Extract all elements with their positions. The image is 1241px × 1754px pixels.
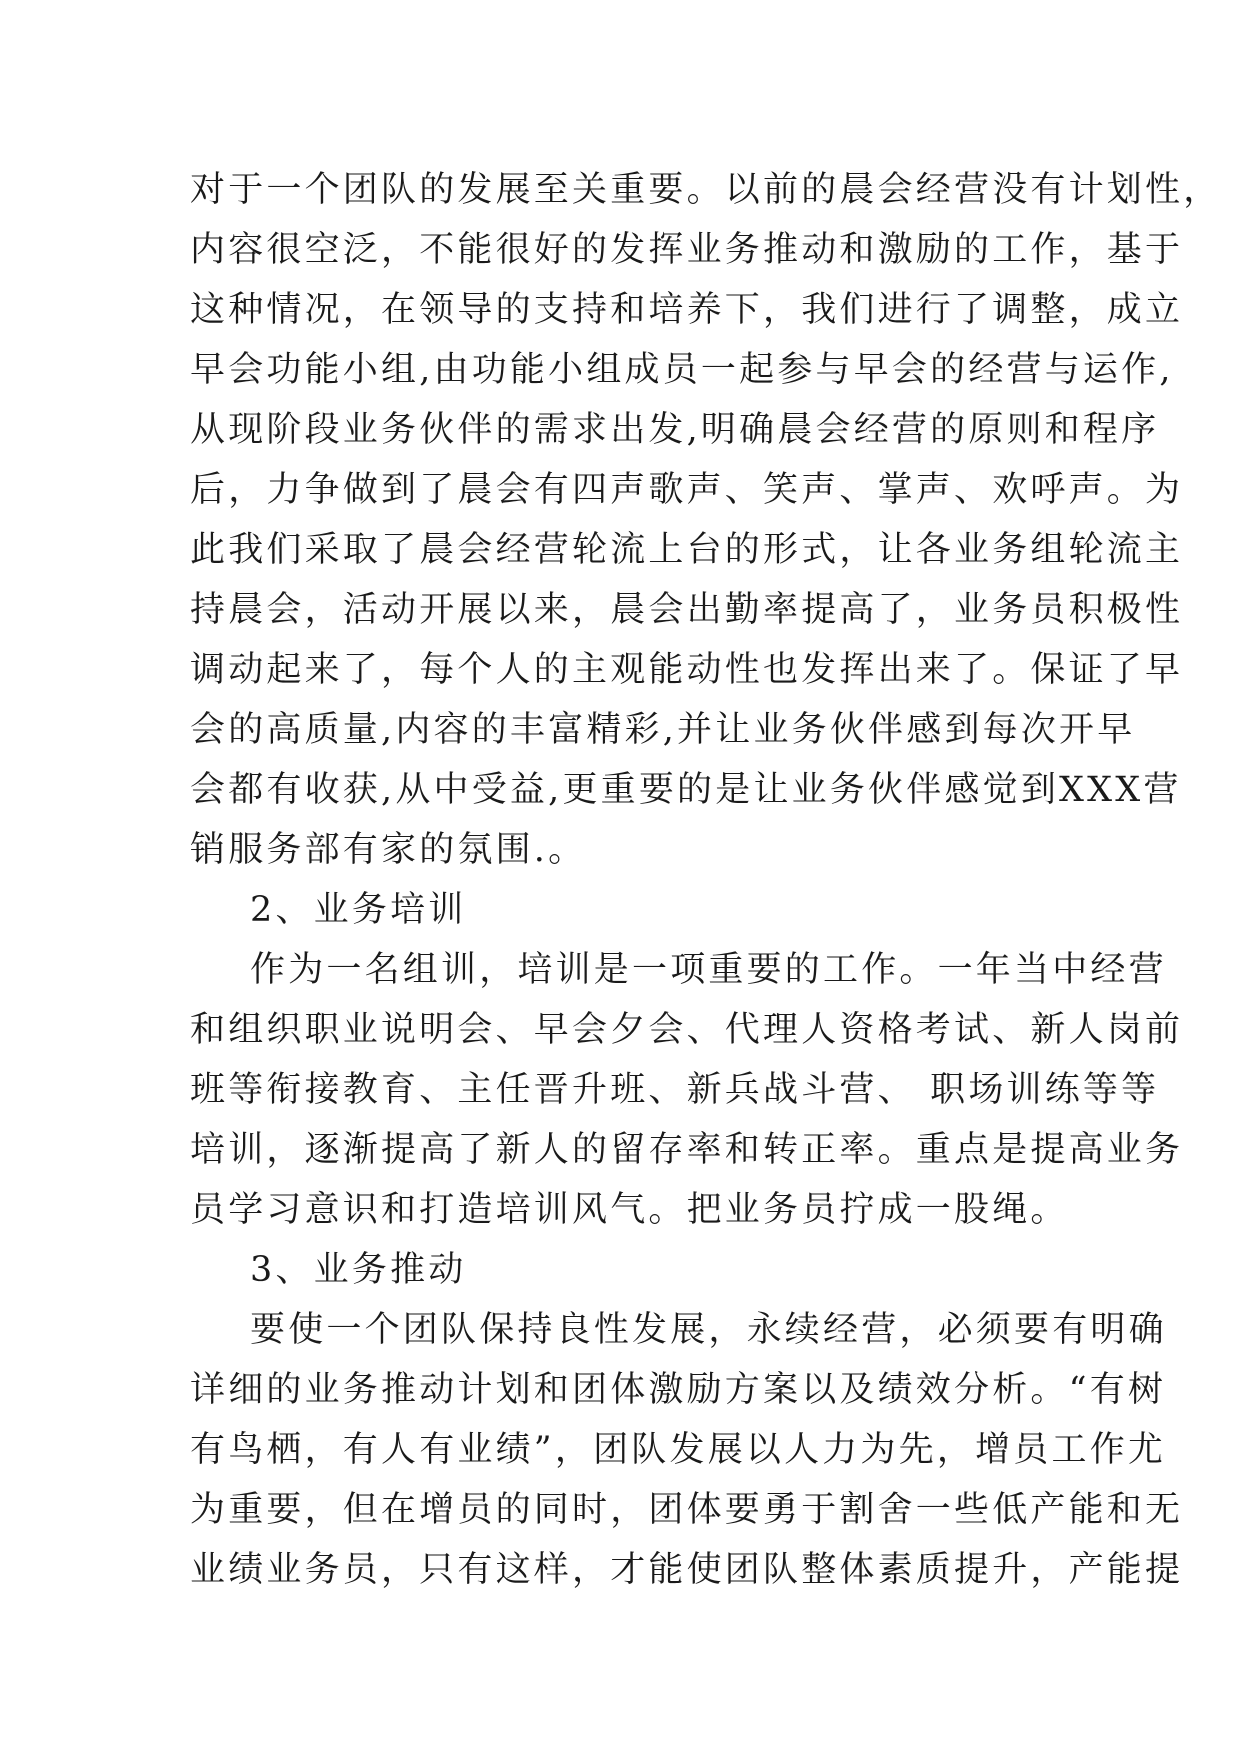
text-line: 和组织职业说明会、早会夕会、代理人资格考试、新人岗前 bbox=[190, 1010, 1184, 1050]
text-line: 会都有收获,从中受益,更重要的是让业务伙伴感觉到XXX营 bbox=[190, 770, 1182, 810]
text-line: 此我们采取了晨会经营轮流上台的形式，让各业务组轮流主 bbox=[190, 530, 1184, 570]
text-line: 会的高质量,内容的丰富精彩,并让业务伙伴感到每次开早 bbox=[190, 710, 1136, 750]
text-line: 班等衔接教育、主任晋升班、新兵战斗营、 职场训练等等 bbox=[190, 1070, 1160, 1110]
paragraph-first-line: 要使一个团队保持良性发展，永续经营，必须要有明确 bbox=[250, 1310, 1167, 1350]
text-line: 这种情况，在领导的支持和培养下，我们进行了调整，成立 bbox=[190, 290, 1184, 330]
text-line: 详细的业务推动计划和团体激励方案以及绩效分析。“有树 bbox=[190, 1370, 1167, 1410]
text-line: 从现阶段业务伙伴的需求出发,明确晨会经营的原则和程序 bbox=[190, 410, 1160, 450]
paragraph-first-line: 作为一名组训，培训是一项重要的工作。一年当中经营 bbox=[250, 950, 1167, 990]
text-line: 后，力争做到了晨会有四声歌声、笑声、掌声、欢呼声。为 bbox=[190, 470, 1184, 510]
text-line: 培训，逐渐提高了新人的留存率和转正率。重点是提高业务 bbox=[190, 1130, 1184, 1170]
section-heading: 2、业务培训 bbox=[250, 890, 467, 930]
document-body bbox=[190, 160, 1222, 1600]
text-line: 销服务部有家的氛围.。 bbox=[190, 830, 587, 870]
text-line: 内容很空泛，不能很好的发挥业务推动和激励的工作，基于 bbox=[190, 230, 1184, 270]
text-line: 早会功能小组,由功能小组成员一起参与早会的经营与运作, bbox=[190, 350, 1174, 390]
text-line: 业绩业务员，只有这样，才能使团队整体素质提升，产能提 bbox=[190, 1550, 1184, 1590]
section-heading: 3、业务推动 bbox=[250, 1250, 467, 1290]
text-line: 有鸟栖，有人有业绩”，团队发展以人力为先，增员工作尤 bbox=[190, 1430, 1167, 1470]
text-line: 持晨会，活动开展以来，晨会出勤率提高了，业务员积极性 bbox=[190, 590, 1184, 630]
text-line: 为重要，但在增员的同时，团体要勇于割舍一些低产能和无 bbox=[190, 1490, 1184, 1530]
text-line: 员学习意识和打造培训风气。把业务员拧成一股绳。 bbox=[190, 1190, 1069, 1230]
text-line: 调动起来了，每个人的主观能动性也发挥出来了。保证了早 bbox=[190, 650, 1184, 690]
text-line: 对于一个团队的发展至关重要。以前的晨会经营没有计划性， bbox=[190, 170, 1222, 210]
